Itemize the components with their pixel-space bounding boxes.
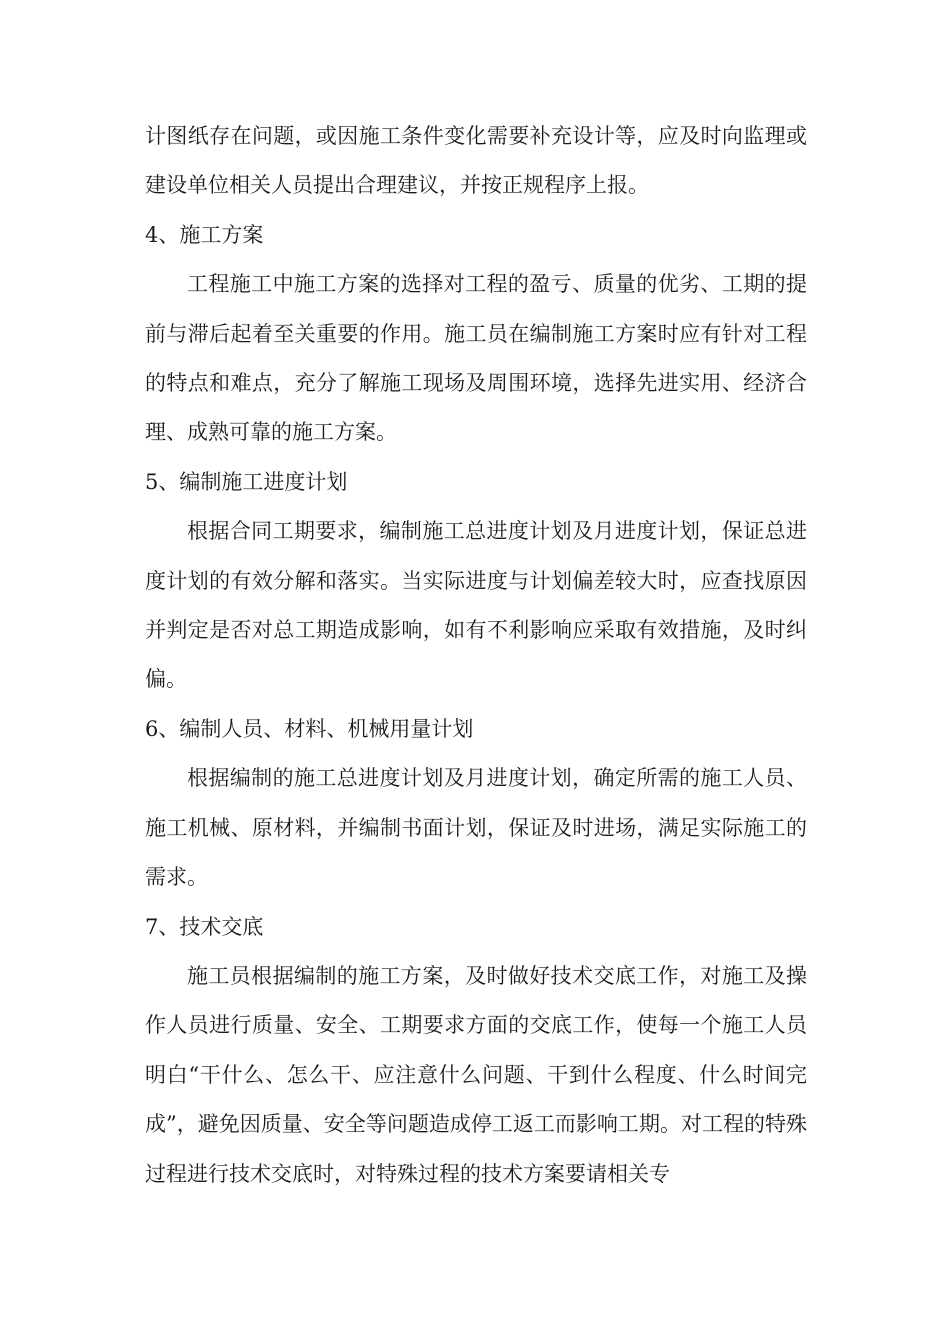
section-heading-5: 5、编制施工进度计划 — [145, 469, 348, 494]
paragraph-continuation: 计图纸存在问题，或因施工条件变化需要补充设计等，应及时向监理或建设单位相关人员提出合理建议，并按正规程序上报。 — [145, 124, 807, 198]
section-heading-7: 7、技术交底 — [145, 914, 264, 939]
section-heading-4: 4、施工方案 — [145, 222, 264, 247]
section-heading-6: 6、编制人员、材料、机械用量计划 — [145, 716, 474, 741]
paragraph-technical-briefing: 施工员根据编制的施工方案，及时做好技术交底工作，对施工及操作人员进行质量、安全、工期要求方面的交底工作，使每一个施工人员明白“干什么、怎么干、应注意什么问题、干到什么程度、什么时间完成”，避免因质量、安全等问题造成停工返工而影响工期。对工程的特殊过程进行技术交底时，对特殊过程的技术方案要请相关专 — [145, 963, 807, 1186]
paragraph-construction-plan: 工程施工中施工方案的选择对工程的盈亏、质量的优劣、工期的提前与滞后起着至关重要的作用。施工员在编制施工方案时应有针对工程的特点和难点，充分了解施工现场及周围环境，选择先进实用、经济合理、成熟可靠的施工方案。 — [145, 272, 807, 445]
paragraph-schedule-plan: 根据合同工期要求，编制施工总进度计划及月进度计划，保证总进度计划的有效分解和落实。当实际进度与计划偏差较大时，应查找原因并判定是否对总工期造成影响，如有不利影响应采取有效措施，及时纠偏。 — [145, 519, 807, 692]
document-body — [145, 112, 807, 1199]
paragraph-resource-plan: 根据编制的施工总进度计划及月进度计划，确定所需的施工人员、施工机械、原材料，并编制书面计划，保证及时进场，满足实际施工的需求。 — [145, 766, 807, 890]
